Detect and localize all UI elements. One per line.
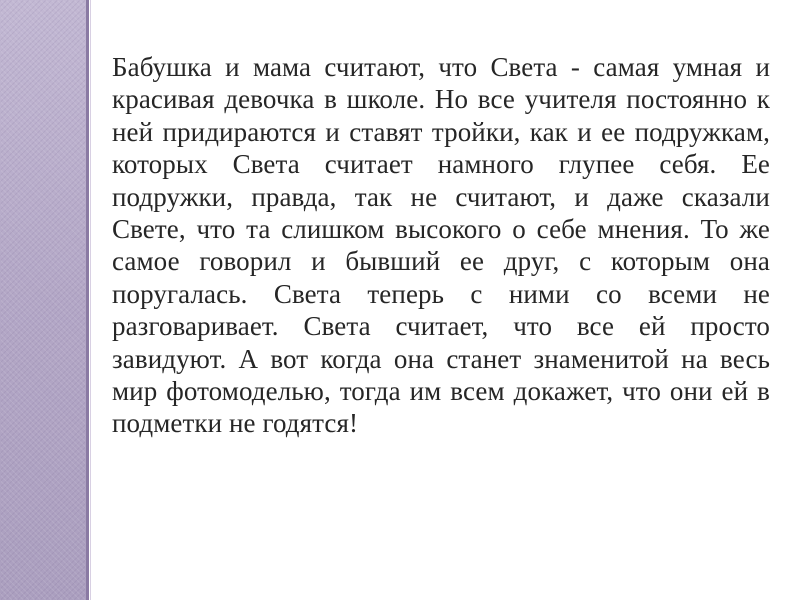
decorative-side-rule-thin xyxy=(90,0,91,600)
decorative-side-band xyxy=(0,0,86,600)
slide-body-text: Бабушка и мама считают, что Света - самая умная и красивая девочка в школе. Но все учителя постоянно к ней придираются и ставят тройки, как и ее подружкам, которых Света считает намного глупее себя. Ее подружки, правда, так не считают, и даже сказали Свете, что та слишком высокого о себе мнения. То же самое говорил и бывший ее друг, с которым она поругалась. Света теперь с ними со всеми не разговаривает. Света считает, что все ей просто завидуют. А вот когда она станет знаменитой на весь мир фотомоделью, тогда им всем докажет, что они ей в подметки не годятся! xyxy=(112,52,770,439)
decorative-side-rule xyxy=(86,0,89,600)
